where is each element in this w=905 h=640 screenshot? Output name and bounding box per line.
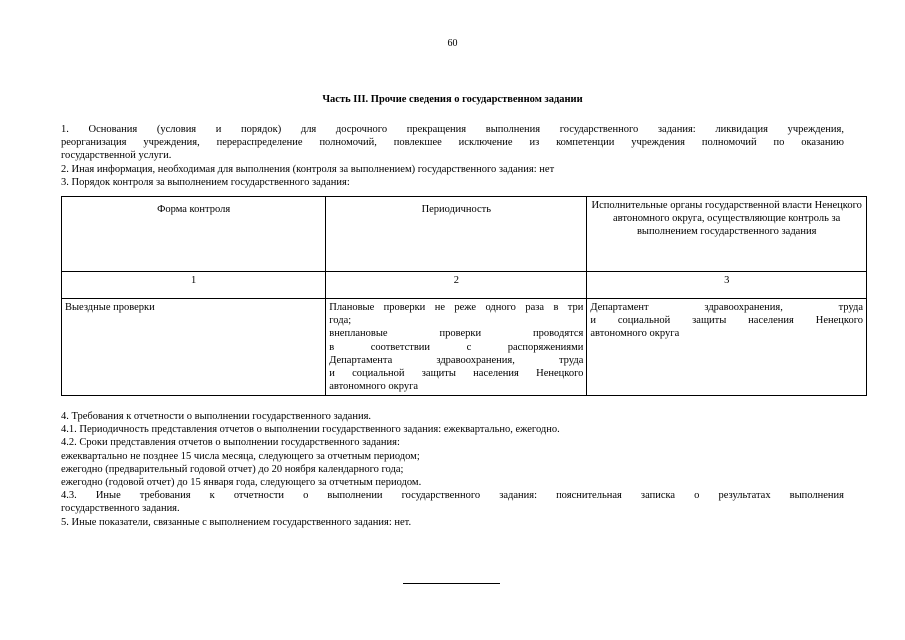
table-row <box>62 299 867 396</box>
reporting-block <box>61 410 844 529</box>
cell-form: Выездные проверки <box>62 299 326 396</box>
paragraph-4-2-a: ежеквартально не позднее 15 числа месяца, следующего за отчетным периодом; <box>61 450 420 462</box>
paragraph-1-line-3: государственной услуги. <box>61 150 172 162</box>
paragraph-2: 2. Иная информация, необходимая для выполнения (контроля за выполнением) государственного задания: нет <box>61 163 555 175</box>
column-number-3: 3 <box>587 272 867 299</box>
intro-block <box>61 123 844 189</box>
period-line: Департамента здравоохранения, труда <box>329 354 584 366</box>
table-number-row <box>62 272 867 299</box>
paragraph-4-1: 4.1. Периодичность представления отчетов о выполнении государственного задания: ежеквартально, ежегодно. <box>61 424 560 436</box>
paragraph-3: 3. Порядок контроля за выполнением государственного задания: <box>61 176 350 188</box>
header-period: Периодичность <box>326 197 587 272</box>
period-line: Плановые проверки не реже одного раза в три <box>329 302 584 313</box>
paragraph-1-line-2: реорганизация учреждения, перераспределение полномочий, повлекшее исключение из компетенции учреждения полномочий по оказанию <box>61 137 844 149</box>
control-table <box>61 196 867 396</box>
section-title: Часть III. Прочие сведения о государственном задании <box>322 94 583 105</box>
paragraph-4: 4. Требования к отчетности о выполнении государственного задания. <box>61 411 372 422</box>
paragraph-4-3-line-1: 4.3. Иные требования к отчетности о выполнении государственного задания: пояснительная записка о результатах выполнения <box>61 490 844 502</box>
period-line: года; <box>329 315 352 327</box>
paragraph-1-line-1: 1. Основания (условия и порядок) для досрочного прекращения выполнения государственного задания: ликвидация учреждения, <box>61 124 844 135</box>
cell-period <box>326 299 587 396</box>
table-header-row <box>62 197 867 272</box>
paragraph-5: 5. Иные показатели, связанные с выполнением государственного задания: нет. <box>61 516 412 528</box>
paragraph-4-3-line-2: государственного задания. <box>61 503 180 515</box>
column-number-1: 1 <box>62 272 326 299</box>
period-line: и социальной защиты населения Ненецкого <box>329 368 584 380</box>
cell-authority <box>587 299 867 396</box>
period-line: в соответствии с распоряжениями <box>329 341 584 353</box>
column-number-2: 2 <box>326 272 587 299</box>
authority-line: Департамент здравоохранения, труда <box>590 302 863 313</box>
page-number: 60 <box>447 38 458 49</box>
header-authority: Исполнительные органы государственной власти Ненецкого автономного округа, осуществляющие контроль за выполнением государственного задания <box>587 197 867 272</box>
authority-line: автономного округа <box>590 328 680 340</box>
footer-divider <box>403 583 500 584</box>
paragraph-4-2-b: ежегодно (предварительный годовой отчет) до 20 ноября календарного года; <box>61 463 404 475</box>
header-form: Форма контроля <box>62 197 326 272</box>
period-line: внеплановые проверки проводятся <box>329 328 584 340</box>
period-line: автономного округа <box>329 381 419 393</box>
paragraph-4-2-c: ежегодно (годовой отчет) до 15 января года, следующего за отчетным периодом. <box>61 477 422 489</box>
paragraph-4-2: 4.2. Сроки представления отчетов о выполнении государственного задания: <box>61 437 400 449</box>
authority-line: и социальной защиты населения Ненецкого <box>590 315 863 327</box>
